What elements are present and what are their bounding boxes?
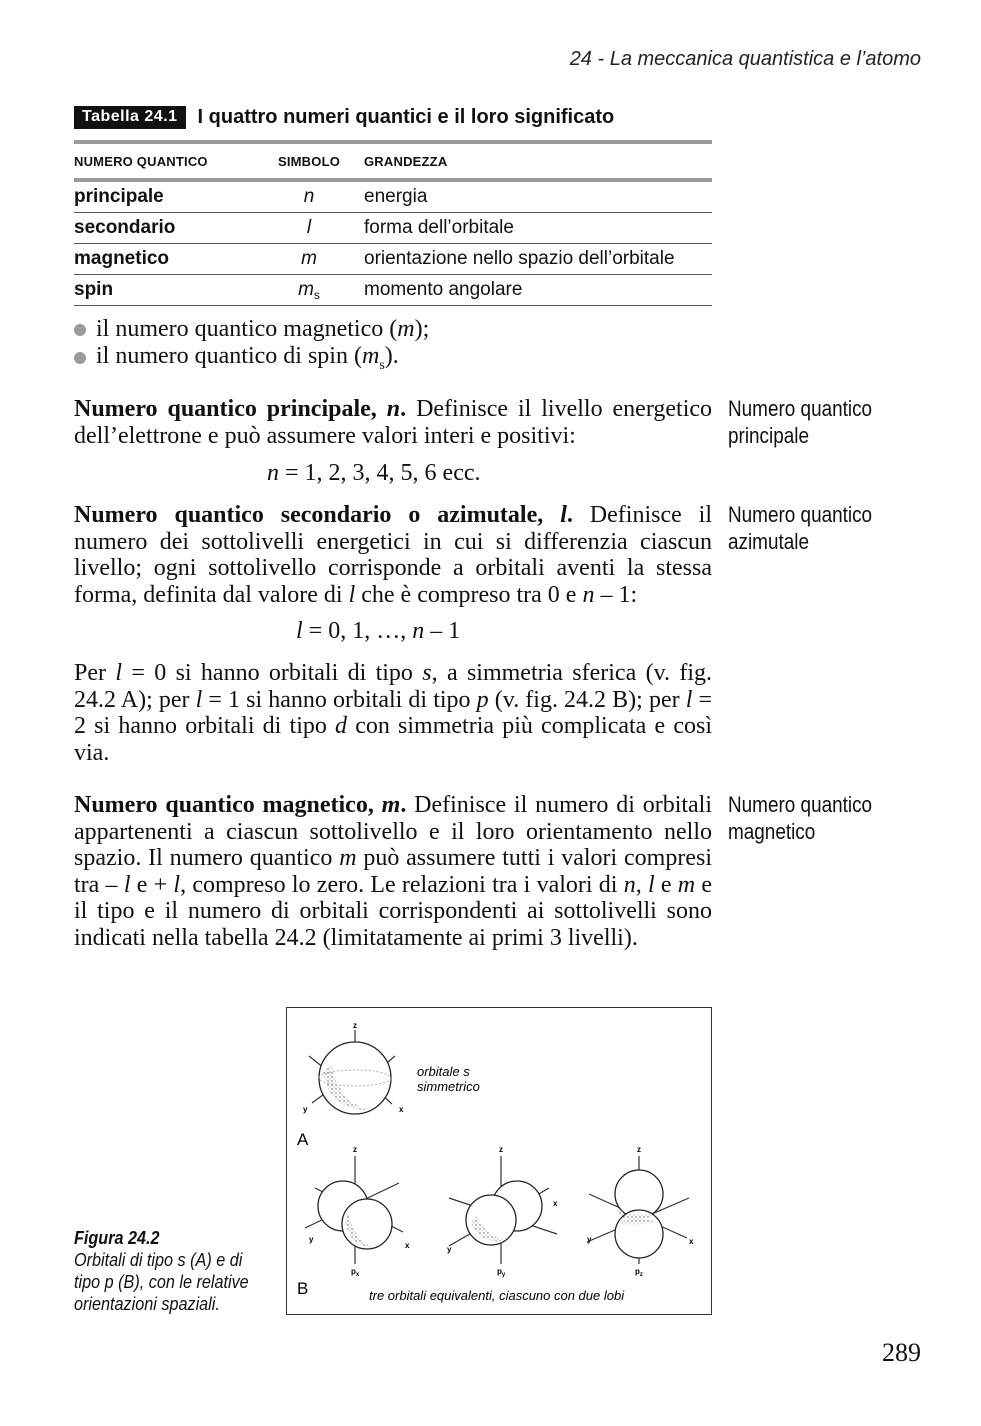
quantum-numbers-table [74, 140, 712, 306]
table-cell-meaning: forma dell’orbitale [364, 217, 514, 238]
table-row [74, 213, 712, 244]
orbital-types-paragraph: Per l = 0 si hanno orbitali di tipo s, a simmetria sferica (v. fig. 24.2 A); per l = 1 si hanno orbitali di tipo p (v. fig. 24.2 B); per l = 2 si hanno orbitali di tipo d con simmetria più complicata e così via. [74, 660, 713, 766]
table-cell-name: magnetico [74, 248, 170, 269]
axis-x-label: x [553, 1199, 558, 1208]
table-header-cell: NUMERO QUANTICO [74, 153, 208, 169]
axis-y-label: y [447, 1245, 452, 1254]
margin-note-principal: Numero quantico principale [728, 396, 873, 448]
axis-y-label: y [309, 1235, 314, 1244]
margin-note-azimuthal: Numero quantico azimutale [728, 502, 873, 554]
axis-x-label: x [399, 1105, 404, 1114]
figure-label-b: B [297, 1279, 309, 1298]
magnetic-paragraph: Numero quantico magnetico, m. Definisce il numero di orbitali appartenenti a ciascun sottolivello e il loro orientamento nello spazio. Il numero quantico m può assumere tutti i valori compresi tra – l e + l, compreso lo zero. Le relazioni tra i valori di n, l e m e il tipo e il numero di orbitali corrispondenti ai sottolivelli sono indicati nella tabella 24.2 (limitatamente ai primi 3 livelli). [74, 792, 713, 951]
secondary-paragraph: Numero quantico secondario o azimutale, l. Definisce il numero dei sottolivelli energetici in cui si differenzia ciascun livello; ogni sottolivello corrisponde a orbitali aventi la stessa forma, definita dal valore di l che è compreso tra 0 e n – 1: [74, 502, 713, 608]
axis-y-label: y [587, 1235, 592, 1244]
orbital-diagram [287, 1008, 711, 1314]
table-cell-meaning: momento angolare [364, 279, 523, 300]
table-cell-symbol: n [303, 186, 315, 207]
axis-z-label: z [637, 1145, 641, 1154]
pz-orbital [587, 1145, 694, 1278]
s-orbital-label-line2: simmetrico [417, 1079, 480, 1094]
axis-y-label: y [303, 1105, 308, 1114]
py-label: $p_y$ [497, 1267, 506, 1278]
secondary-formula: l = 0, 1, …, n – 1 [296, 618, 461, 644]
table-cell-name: spin [74, 279, 114, 300]
axis-x-label: x [405, 1241, 410, 1250]
table-cell-symbol: $m_s$ [298, 278, 320, 302]
margin-note-magnetic: Numero quantico magnetico [728, 792, 873, 844]
table-cell-name: principale [74, 186, 164, 207]
table-cell-symbol: l [306, 217, 312, 238]
bullet-text: il numero quantico magnetico (m); [96, 316, 430, 342]
table-cell-meaning: energia [364, 186, 428, 207]
px-label: $p_x$ [351, 1267, 360, 1278]
px-orbital [305, 1145, 410, 1278]
figure-caption [74, 1227, 254, 1315]
table-row [74, 244, 712, 275]
table-row [74, 182, 712, 213]
axis-z-label: z [353, 1021, 357, 1030]
axis-z-label: z [499, 1145, 503, 1154]
bullet-dot [74, 324, 86, 336]
figure-caption-title: Figura 24.2 [74, 1228, 160, 1248]
running-header: 24 - La meccanica quantistica e l’atomo [569, 48, 921, 70]
s-orbital [303, 1021, 404, 1114]
table-header-cell: SIMBOLO [277, 153, 341, 169]
bullet-text: il numero quantico di spin $(m_s)$. [96, 343, 399, 373]
page-number: 289 [882, 1338, 921, 1367]
py-orbital [447, 1145, 558, 1278]
orbital-figure [286, 1007, 712, 1315]
table-title: I quattro numeri quantici e il loro significato [197, 106, 615, 128]
table-header-cell: GRANDEZZA [364, 153, 448, 169]
pz-label: $p_z$ [635, 1267, 643, 1278]
bullet-dot [74, 352, 86, 364]
table-row [74, 275, 712, 306]
bullet-item [74, 343, 399, 374]
table-cell-name: secondario [74, 217, 176, 238]
table-cell-meaning: orientazione nello spazio dell’orbitale [364, 248, 675, 269]
s-orbital-label-line1: orbitale s [417, 1064, 470, 1079]
table-header-row [74, 144, 712, 178]
figure-caption-text: Orbitali di tipo s (A) e di tipo p (B), con le relative orientazioni spaziali. [74, 1250, 249, 1314]
axis-z-label: z [353, 1145, 357, 1154]
principal-formula: n = 1, 2, 3, 4, 5, 6 ecc. [267, 460, 481, 486]
principal-paragraph: Numero quantico principale, n. Definisce il livello energetico dell’elettrone e può assumere valori interi e positivi: [74, 396, 713, 449]
table-title-row [74, 106, 614, 129]
bullet-item [74, 316, 429, 343]
figure-label-a: A [297, 1130, 309, 1149]
table-tag: Tabella 24.1 [74, 106, 186, 129]
table-cell-symbol: m [301, 248, 317, 269]
p-orbitals-caption: tre orbitali equivalenti, ciascuno con due lobi [369, 1288, 625, 1303]
axis-x-label: x [689, 1237, 694, 1246]
